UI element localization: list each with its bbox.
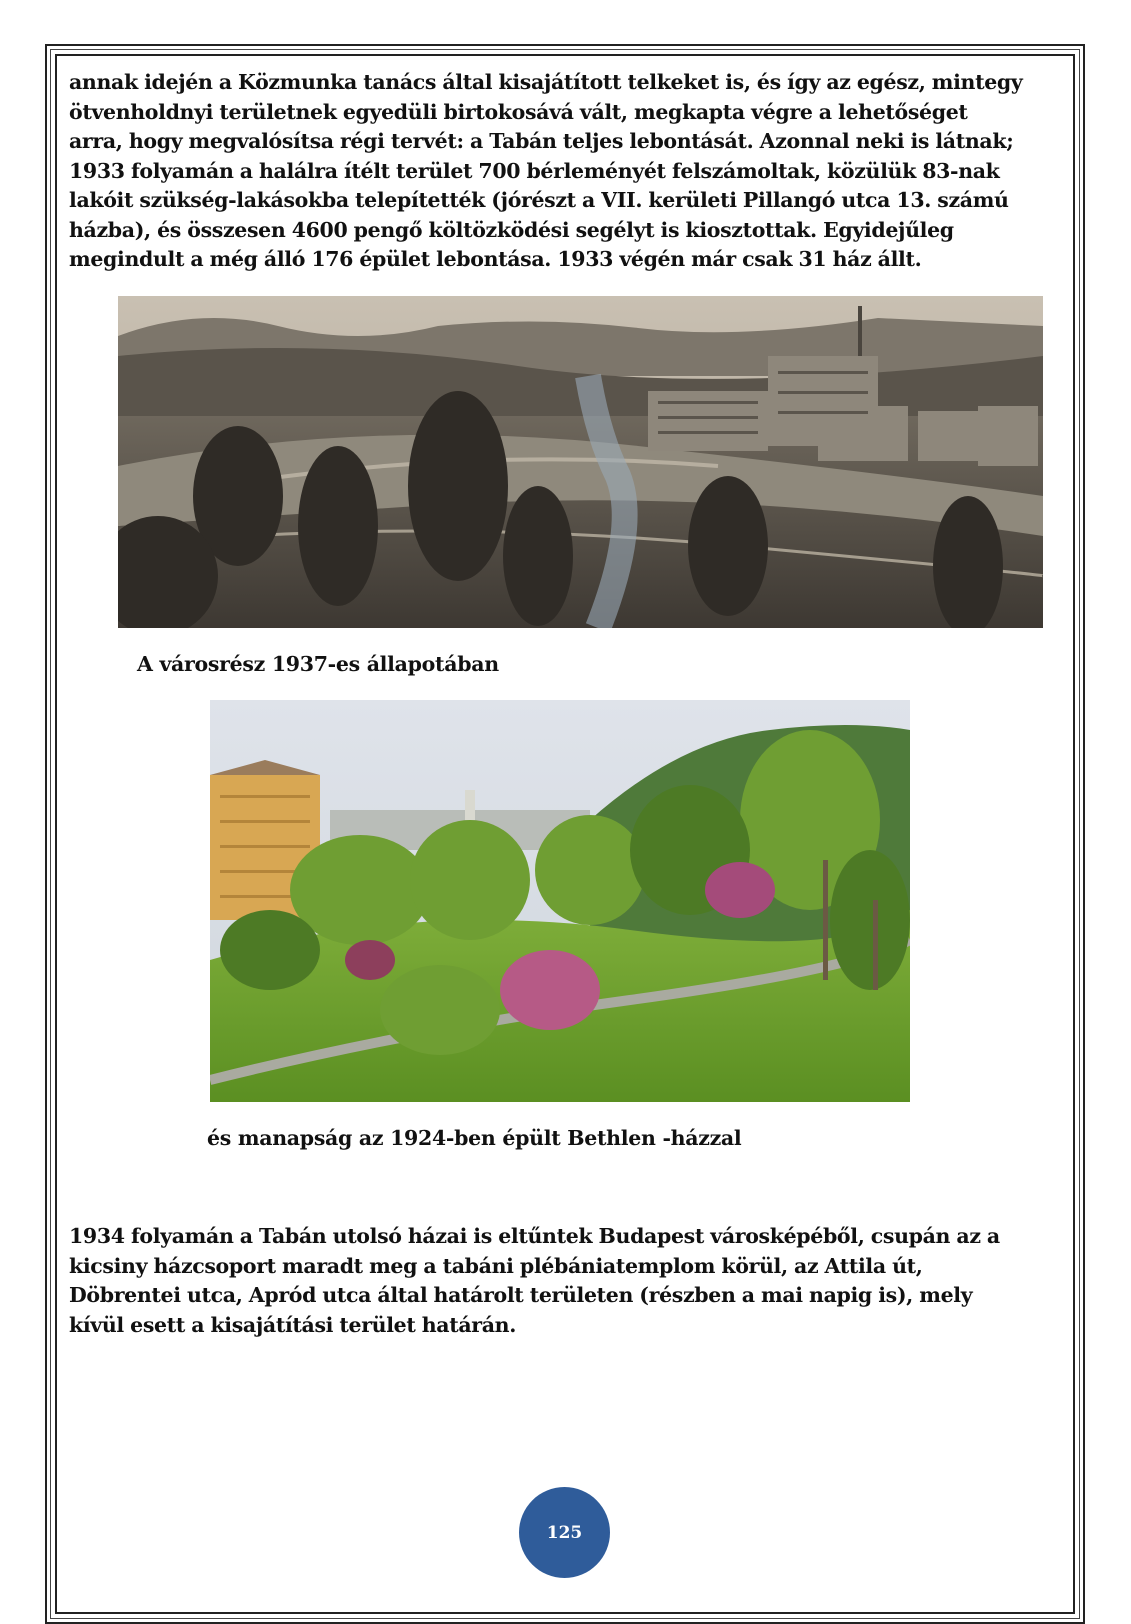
text-line: ötvenholdnyi területnek egyedüli birtokosává vált, megkapta végre a lehetőséget [69, 99, 968, 124]
body-paragraph-1 [69, 68, 1059, 275]
photo-caption-1: A városrész 1937-es állapotában [137, 652, 499, 676]
page-number-badge [519, 1487, 610, 1578]
page-number: 125 [546, 1522, 583, 1543]
modern-park-photo [210, 700, 910, 1102]
text-line: annak idején a Közmunka tanács által kisajátított telkeket is, és így az egész, mintegy [69, 70, 1023, 94]
historic-panorama-photo [118, 296, 1043, 628]
text-line: kicsiny házcsoport maradt meg a tabáni plébániatemplom körül, az Attila út, [69, 1253, 923, 1278]
text-line: arra, hogy megvalósítsa régi tervét: a Tabán teljes lebontását. Azonnal neki is látnak; [69, 129, 1014, 153]
text-line: 1934 folyamán a Tabán utolsó házai is eltűntek Budapest városképéből, csupán az a [69, 1224, 1000, 1248]
text-line: kívül esett a kisajátítási terület határán. [69, 1312, 517, 1337]
body-paragraph-2 [69, 1222, 1059, 1340]
text-line: lakóit szükség-lakásokba telepítették (jórészt a VII. kerületi Pillangó utca 13. számú [69, 188, 1009, 212]
text-line: Döbrentei utca, Apród utca által határolt területen (részben a mai napig is), mely [69, 1283, 973, 1307]
text-line: házba), és összesen 4600 pengő költözködési segélyt is kiosztottak. Egyidejűleg [69, 217, 954, 242]
text-line: megindult a még álló 176 épület lebontása. 1933 végén már csak 31 ház állt. [69, 247, 922, 271]
text-line: 1933 folyamán a halálra ítélt terület 700 bérleményét felszámoltak, közülük 83-nak [69, 158, 1000, 183]
photo-caption-2: és manapság az 1924-ben épült Bethlen -házzal [207, 1126, 742, 1150]
